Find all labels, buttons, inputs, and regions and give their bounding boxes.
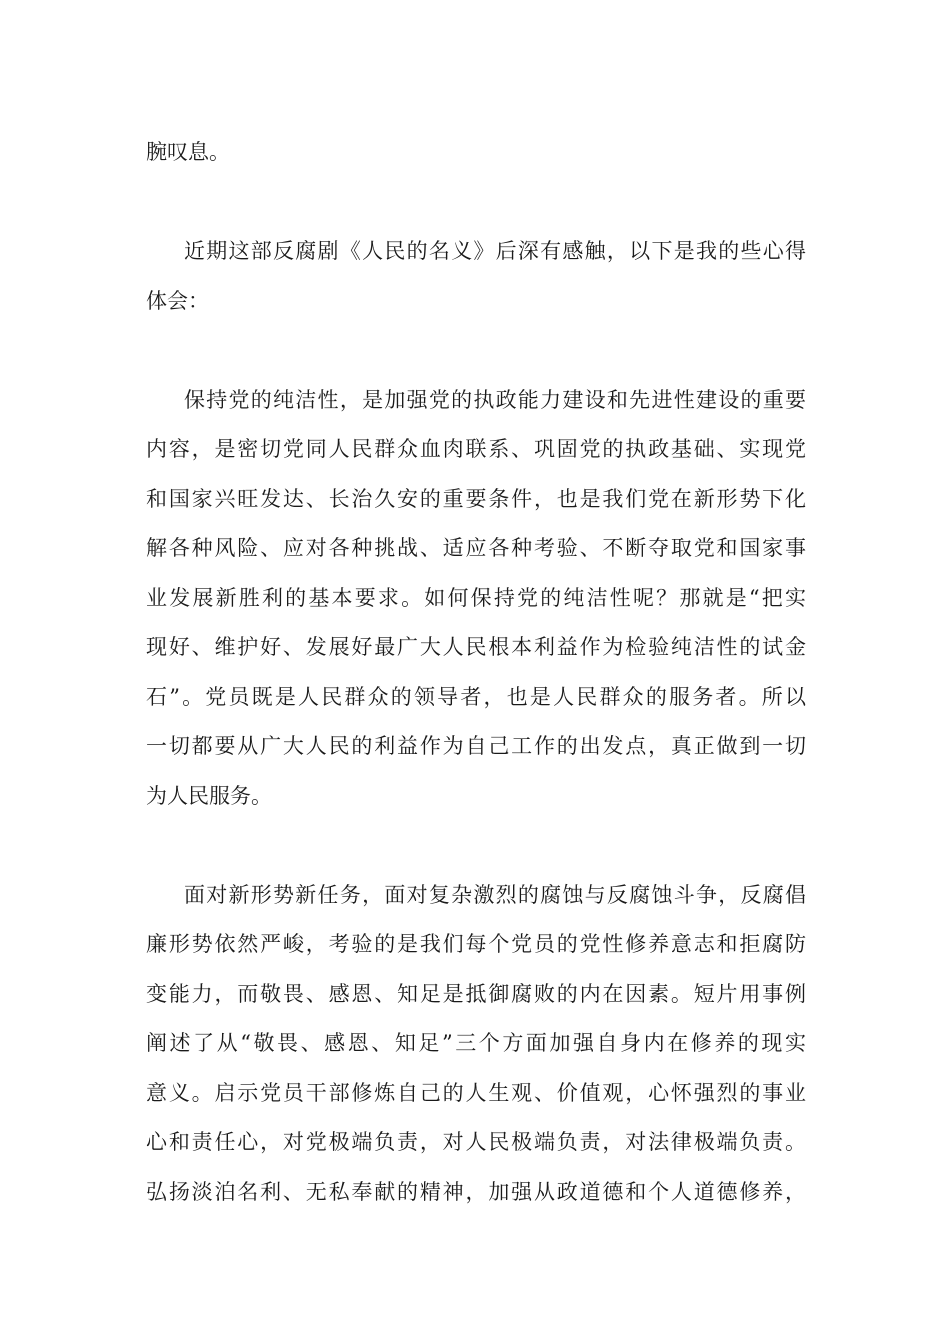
paragraph-line: 意义。启示党员干部修炼自己的人生观、价值观，心怀强烈的事业 bbox=[146, 1081, 806, 1105]
paragraph-line: 和国家兴旺发达、长治久安的重要条件，也是我们党在新形势下化 bbox=[146, 487, 806, 511]
paragraph-line: 腕叹息。 bbox=[146, 140, 230, 164]
paragraph-line: 一切都要从广大人民的利益作为自己工作的出发点，真正做到一切 bbox=[146, 734, 806, 758]
paragraph-line: 业发展新胜利的基本要求。如何保持党的纯洁性呢？那就是“把实 bbox=[146, 586, 806, 610]
paragraph-line: 变能力，而敬畏、感恩、知足是抵御腐败的内在因素。短片用事例 bbox=[146, 982, 806, 1006]
paragraph-line: 近期这部反腐剧《人民的名义》后深有感触，以下是我的些心得 bbox=[184, 239, 806, 263]
paragraph-line: 廉形势依然严峻，考验的是我们每个党员的党性修养意志和拒腐防 bbox=[146, 932, 806, 956]
paragraph-line: 保持党的纯洁性，是加强党的执政能力建设和先进性建设的重要 bbox=[184, 388, 806, 412]
paragraph-line: 弘扬淡泊名利、无私奉献的精神，加强从政道德和个人道德修养， bbox=[146, 1180, 806, 1204]
paragraph-line: 解各种风险、应对各种挑战、适应各种考验、不断夺取党和国家事 bbox=[146, 536, 806, 560]
paragraph-line: 阐述了从“敬畏、感恩、知足”三个方面加强自身内在修养的现实 bbox=[146, 1031, 806, 1055]
paragraph-line: 心和责任心，对党极端负责，对人民极端负责，对法律极端负责。 bbox=[146, 1130, 806, 1154]
paragraph-line: 现好、维护好、发展好最广大人民根本利益作为检验纯洁性的试金 bbox=[146, 635, 806, 659]
paragraph-line: 面对新形势新任务，面对复杂激烈的腐蚀与反腐蚀斗争，反腐倡 bbox=[184, 883, 806, 907]
paragraph-line: 石”。党员既是人民群众的领导者，也是人民群众的服务者。所以 bbox=[146, 685, 806, 709]
paragraph-line: 为人民服务。 bbox=[146, 784, 272, 808]
paragraph-line: 内容，是密切党同人民群众血肉联系、巩固党的执政基础、实现党 bbox=[146, 437, 806, 461]
paragraph-line: 体会： bbox=[146, 289, 209, 313]
